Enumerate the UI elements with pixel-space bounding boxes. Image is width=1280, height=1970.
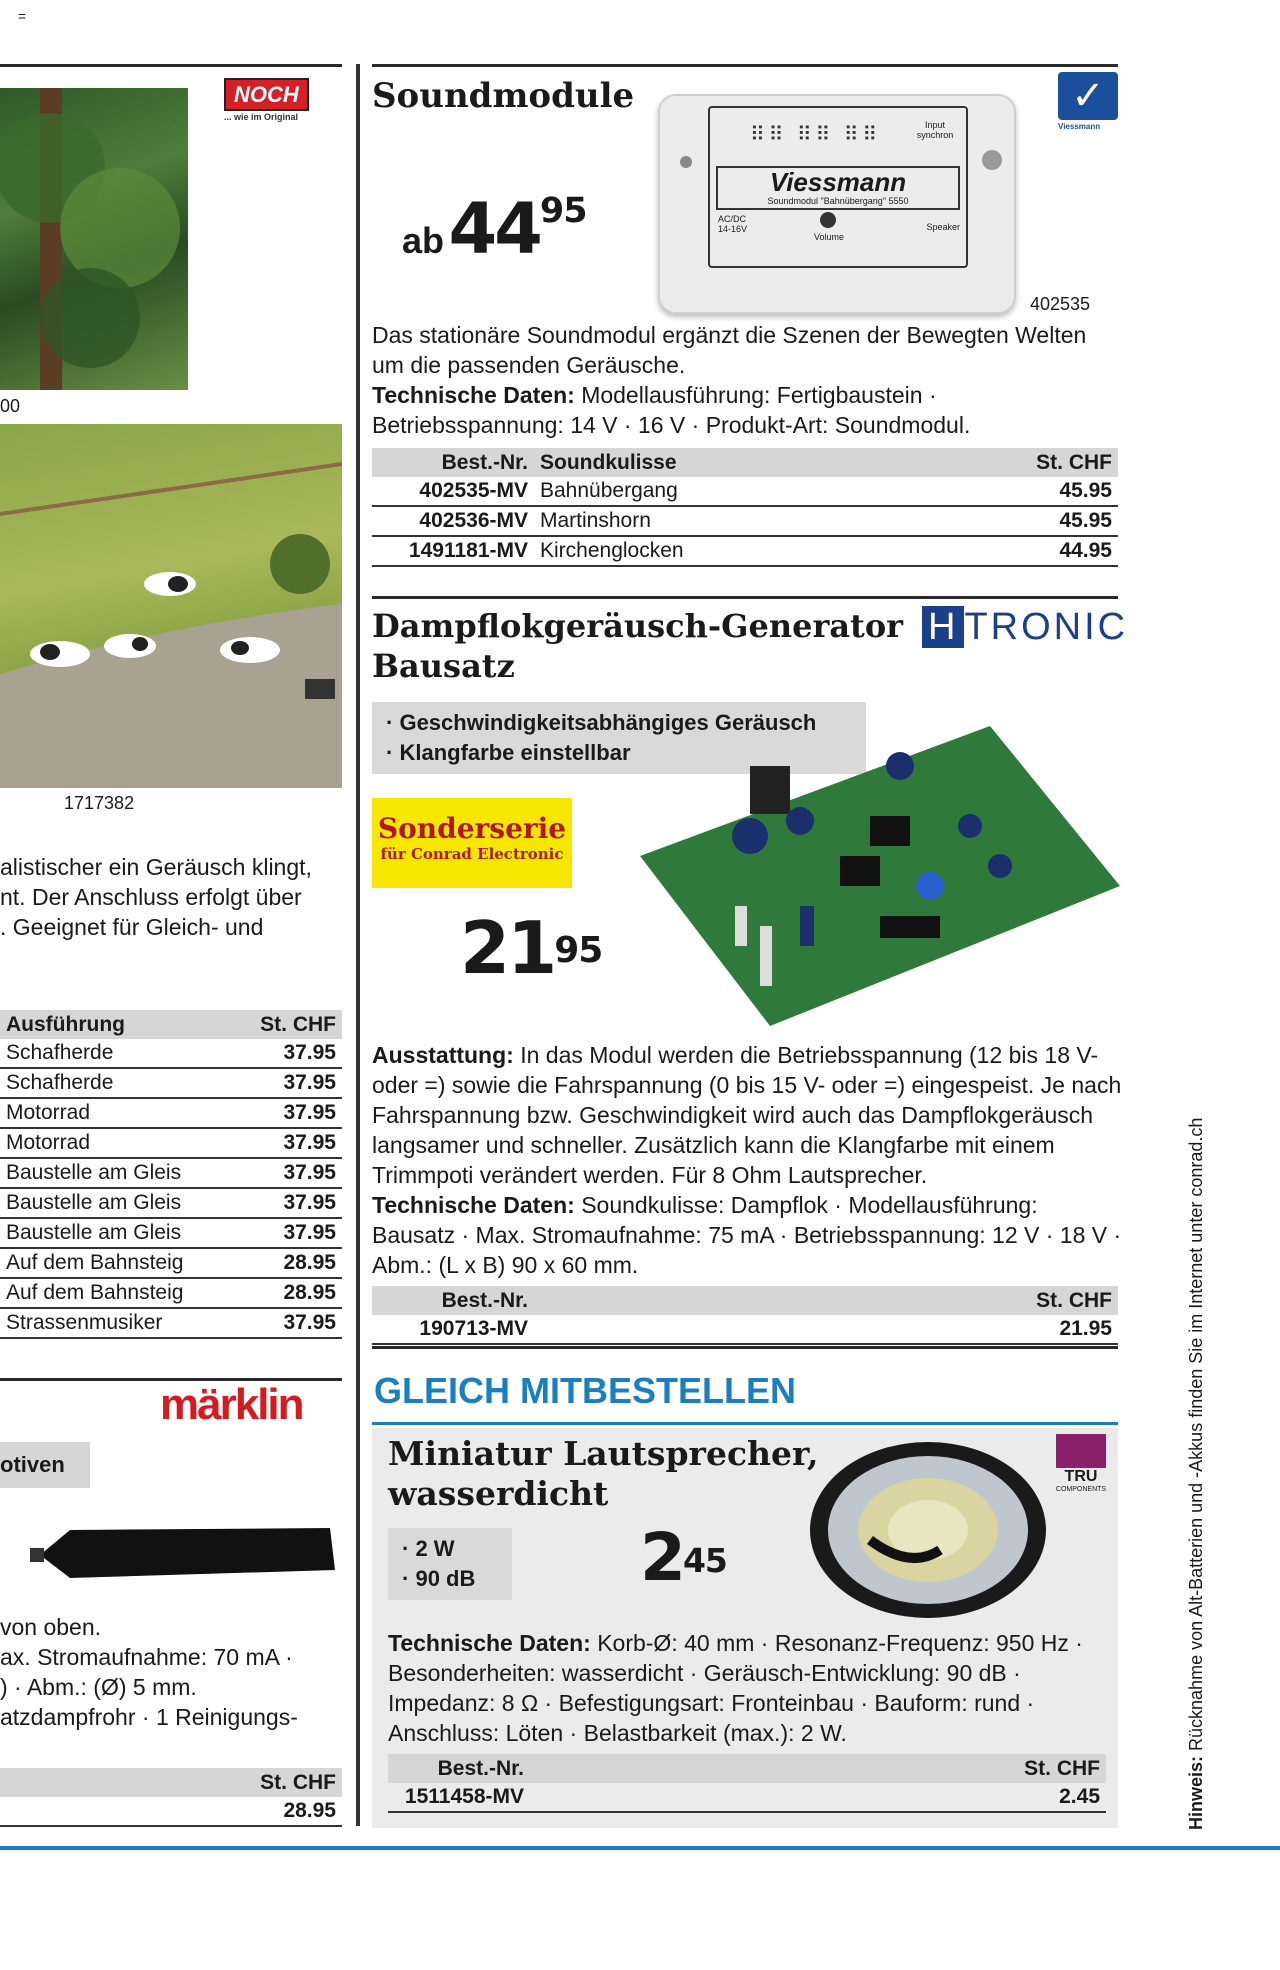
tru-logo-sub: COMPONENTS [1055, 1486, 1107, 1493]
noch-logo [224, 82, 309, 122]
row-name: Motorrad [0, 1098, 234, 1128]
row-price: 44.95 [907, 536, 1118, 566]
price-prefix: ab [402, 220, 445, 261]
screw-hole-icon [982, 150, 1002, 170]
speaker-description [388, 1628, 1108, 1748]
tech-label: Technische Daten: [372, 1192, 575, 1218]
dampflok-price [460, 908, 602, 988]
top-marker: = [18, 8, 27, 24]
col-header-price: St. CHF [907, 448, 1118, 477]
row-code: 402536-MV [372, 506, 534, 536]
noch-logo-text: NOCH [224, 78, 309, 111]
left-product-table-2 [0, 1768, 342, 1827]
tru-logo-text: TRU [1064, 1468, 1098, 1485]
module-input-label: Input synchron [916, 120, 954, 140]
speaker-title-line: wasserdicht [388, 1474, 609, 1513]
row-price: 37.95 [234, 1188, 342, 1218]
row-price: 37.95 [234, 1039, 342, 1068]
image1-number: 00 [0, 396, 21, 416]
table-row [0, 1218, 342, 1248]
table-row [372, 477, 1118, 506]
soundmodule-desc: Das stationäre Soundmodul ergänzt die Szenen der Bewegten Welten um die passenden Geräusche. [372, 322, 1087, 378]
soundmodule-panel [708, 106, 968, 268]
dampflok-table [372, 1286, 1118, 1345]
row-price: 37.95 [234, 1158, 342, 1188]
row-code: 402535-MV [372, 477, 534, 506]
soundmodule-title: Soundmodule [372, 76, 635, 116]
meadow-illustration [0, 424, 342, 788]
left-desc-line: . Geeignet für Gleich- und [0, 914, 264, 940]
smoke-pipe-image [0, 1500, 342, 1600]
left-description-2 [0, 1612, 342, 1732]
table-row [0, 1278, 342, 1308]
gleich-heading: GLEICH MITBESTELLEN [374, 1370, 796, 1411]
noch-product-image-2 [0, 424, 342, 788]
soundmodule-price [402, 188, 587, 270]
table-row [0, 1128, 342, 1158]
speaker-table [388, 1754, 1106, 1813]
tru-logo-icon [1056, 1434, 1106, 1468]
table-row [0, 1158, 342, 1188]
table-row [372, 506, 1118, 536]
dampflok-description [372, 1040, 1122, 1280]
col-header-soundkulisse: Soundkulisse [534, 448, 907, 477]
dampflok-bottom-rule [372, 1346, 1118, 1349]
row-name: Baustelle am Gleis [0, 1158, 234, 1188]
left-desc-line: nt. Der Anschluss erfolgt über [0, 884, 302, 910]
tree-illustration [0, 88, 188, 390]
row-name: Baustelle am Gleis [0, 1218, 234, 1248]
soundmodule-image-number: 402535 [1030, 294, 1091, 314]
smoke-pipe-illustration [0, 1500, 342, 1600]
speaker-title [388, 1434, 819, 1514]
dampflok-top-rule [372, 596, 1118, 599]
module-volume: Volume [814, 232, 845, 242]
row-name: Strassenmusiker [0, 1308, 234, 1338]
left-top-rule [0, 64, 342, 67]
dampflok-title-line: Bausatz [372, 647, 515, 685]
sonder-title: Sonderserie [377, 812, 567, 845]
volume-knob-icon [820, 212, 836, 228]
row-name: Martinshorn [534, 506, 907, 536]
module-brand: Viessmann [769, 167, 907, 197]
row-price: 37.95 [234, 1068, 342, 1098]
col-header-price: St. CHF [530, 1754, 1106, 1783]
htronic-logo-text: TRONIC [964, 606, 1129, 648]
marklin-logo: märklin [160, 1380, 303, 1429]
pcb-kit-image [640, 726, 1120, 1026]
table-row [372, 1315, 1118, 1344]
left-desc-line: alistischer ein Geräusch klingt, [0, 854, 312, 880]
image2-number: 1717382 [64, 793, 135, 813]
price-cents: 95 [539, 190, 587, 231]
row-name: Bahnübergang [534, 477, 907, 506]
left-desc2-line: von oben. [0, 1614, 102, 1640]
tech-text: Soundkulisse: Dampflok · Modellausführung: Bausatz · Max. Stromaufnahme: 75 mA · Betriebsspannung: 12 V · 18 V · Abm.: (L x B) 90 x 60 mm. [372, 1192, 1122, 1278]
row-name: Auf dem Bahnsteig [0, 1278, 234, 1308]
side-note-label: Hinweis: [1186, 1755, 1206, 1830]
gleich-rule [372, 1422, 1118, 1425]
noch-tagline: ... wie im Original [224, 112, 299, 122]
dampflok-title-line: Dampflokgeräusch-Generator [372, 607, 904, 645]
module-label: Soundmodul "Bahnübergang" 5550 [767, 196, 909, 206]
module-acdc: AC/DC 14-16V [718, 214, 748, 234]
row-price: 37.95 [234, 1218, 342, 1248]
speaker-features [388, 1528, 512, 1600]
price-main: 44 [448, 188, 540, 270]
feature-text: 2 W [415, 1536, 455, 1561]
table-row [388, 1783, 1106, 1812]
module-brand-box [716, 166, 960, 210]
row-price: 28.95 [234, 1248, 342, 1278]
speaker-title-line: Miniatur Lautsprecher, [388, 1434, 819, 1473]
table-row [0, 1039, 342, 1068]
row-name: Kirchenglocken [534, 536, 907, 566]
price-value [448, 188, 586, 270]
row-code: 190713-MV [372, 1315, 534, 1344]
table-row [0, 1248, 342, 1278]
tech-text: Korb-Ø: 40 mm · Resonanz-Frequenz: 950 Hz · Besonderheiten: wasserdicht · Geräusch-Entwicklung: 90 dB · Impedanz: 8 Ω · Befestigungsart: Fronteinbau · Bauform: rund · Anschluss: Löten · Belastbarkeit (max.): 2 W. [388, 1630, 1083, 1746]
row-price: 28.95 [41, 1797, 342, 1826]
row-price: 45.95 [907, 477, 1118, 506]
screw-hole-icon [680, 156, 692, 168]
row-name: Baustelle am Gleis [0, 1188, 234, 1218]
equip-label: Ausstattung: [372, 1042, 514, 1068]
price-cents: 95 [554, 929, 603, 971]
table-row [0, 1797, 342, 1826]
speaker-image [800, 1440, 1050, 1620]
speaker-price [640, 1520, 727, 1596]
feature-text: Klangfarbe einstellbar [399, 740, 631, 765]
speaker-holes-icon: ⠿⠿ ⠿⠿ ⠿⠿ [750, 124, 882, 146]
left-desc2-line: atzdampfrohr · 1 Reinigungs- [0, 1704, 298, 1730]
soundmodule-tech [372, 380, 1122, 440]
col-header-bestnr: Best.-Nr. [372, 1286, 534, 1315]
row-price: 37.95 [234, 1128, 342, 1158]
tech-text: Modellausführung: Fertigbaustein · Betriebsspannung: 14 V · 16 V · Produkt-Art: Soundmodul. [372, 382, 971, 438]
col-header-bestnr: Best.-Nr. [372, 448, 534, 477]
htronic-logo [922, 606, 1128, 649]
tech-label: Technische Daten: [372, 382, 575, 408]
table-row [0, 1068, 342, 1098]
feature-text: Geschwindigkeitsabhängiges Geräusch [399, 710, 817, 735]
col-header-price: St. CHF [41, 1768, 342, 1797]
col-header-price: St. CHF [234, 1010, 342, 1039]
table-row [0, 1098, 342, 1128]
feature-item: · 2 W [402, 1536, 455, 1561]
soundmodule-top-rule [372, 64, 1118, 67]
table-row [0, 1308, 342, 1338]
htronic-logo-h: H [922, 606, 964, 648]
soundmodule-description [372, 320, 1122, 440]
viessmann-caption: Viessmann [1058, 122, 1101, 131]
sonderserie-badge [372, 798, 572, 888]
feature-item: · 90 dB [402, 1566, 476, 1591]
price-main: 2 [640, 1519, 683, 1596]
dampflok-title [372, 606, 903, 686]
row-price: 37.95 [234, 1308, 342, 1338]
dampflok-equipment [372, 1040, 1122, 1190]
noch-product-image-1 [0, 88, 188, 390]
left-desc2-line: ax. Stromaufnahme: 70 mA · [0, 1644, 293, 1670]
dampflok-tech [372, 1190, 1122, 1280]
soundmodule-image [658, 94, 1016, 314]
price-cents: 45 [682, 1540, 727, 1580]
side-note-text: Rücknahme von Alt-Batterien und -Akkus finden Sie im Internet unter conrad.ch [1186, 1117, 1206, 1751]
col-header-price: St. CHF [534, 1286, 1118, 1315]
column-divider [356, 64, 360, 1826]
side-note [1186, 1118, 1207, 1830]
sonder-subtitle: für Conrad Electronic [380, 845, 564, 863]
row-price: 21.95 [534, 1315, 1118, 1344]
tru-logo [1054, 1434, 1108, 1493]
row-name: Auf dem Bahnsteig [0, 1248, 234, 1278]
tech-label: Technische Daten: [388, 1630, 591, 1656]
col-header-ausfuehrung: Ausführung [0, 1010, 234, 1039]
soundmodule-table [372, 448, 1118, 567]
feature-text: 90 dB [415, 1566, 476, 1591]
row-price: 37.95 [234, 1098, 342, 1128]
module-speaker: Speaker [926, 222, 960, 232]
row-price: 2.45 [530, 1783, 1106, 1812]
feature-item: · Geschwindigkeitsabhängiges Geräusch [386, 710, 817, 735]
row-price: 28.95 [234, 1278, 342, 1308]
row-price: 45.95 [907, 506, 1118, 536]
left-description [0, 852, 342, 942]
row-name: Motorrad [0, 1128, 234, 1158]
left-tag: otiven [0, 1442, 90, 1488]
footer-blue-rule [0, 1846, 1280, 1850]
viessmann-logo-icon: ✓ [1058, 72, 1118, 120]
left-desc2-line: ) · Abm.: (Ø) 5 mm. [0, 1674, 197, 1700]
table-row [0, 1188, 342, 1218]
pcb-illustration [640, 726, 1120, 1026]
row-code: 1511458-MV [388, 1783, 530, 1812]
table-row [372, 536, 1118, 566]
row-name: Schafherde [0, 1039, 234, 1068]
row-name: Schafherde [0, 1068, 234, 1098]
left-product-table [0, 1010, 342, 1339]
speaker-illustration [800, 1440, 1050, 1620]
feature-item: · Klangfarbe einstellbar [386, 740, 631, 765]
price-main: 21 [460, 906, 555, 990]
row-code: 1491181-MV [372, 536, 534, 566]
equip-text: In das Modul werden die Betriebsspannung (12 bis 18 V- oder =) sowie die Fahrspannung (0 bis 15 V- oder =) eingespeist. Je nach Fahrspannung bzw. Geschwindigkeit wird auch das Dampflokgeräusch langsamer und schneller. Zusätzlich kann die Klangfarbe mit einem Trimmpoti verändert werden. Für 8 Ohm Lautsprecher. [372, 1042, 1122, 1188]
col-header-bestnr: Best.-Nr. [388, 1754, 530, 1783]
